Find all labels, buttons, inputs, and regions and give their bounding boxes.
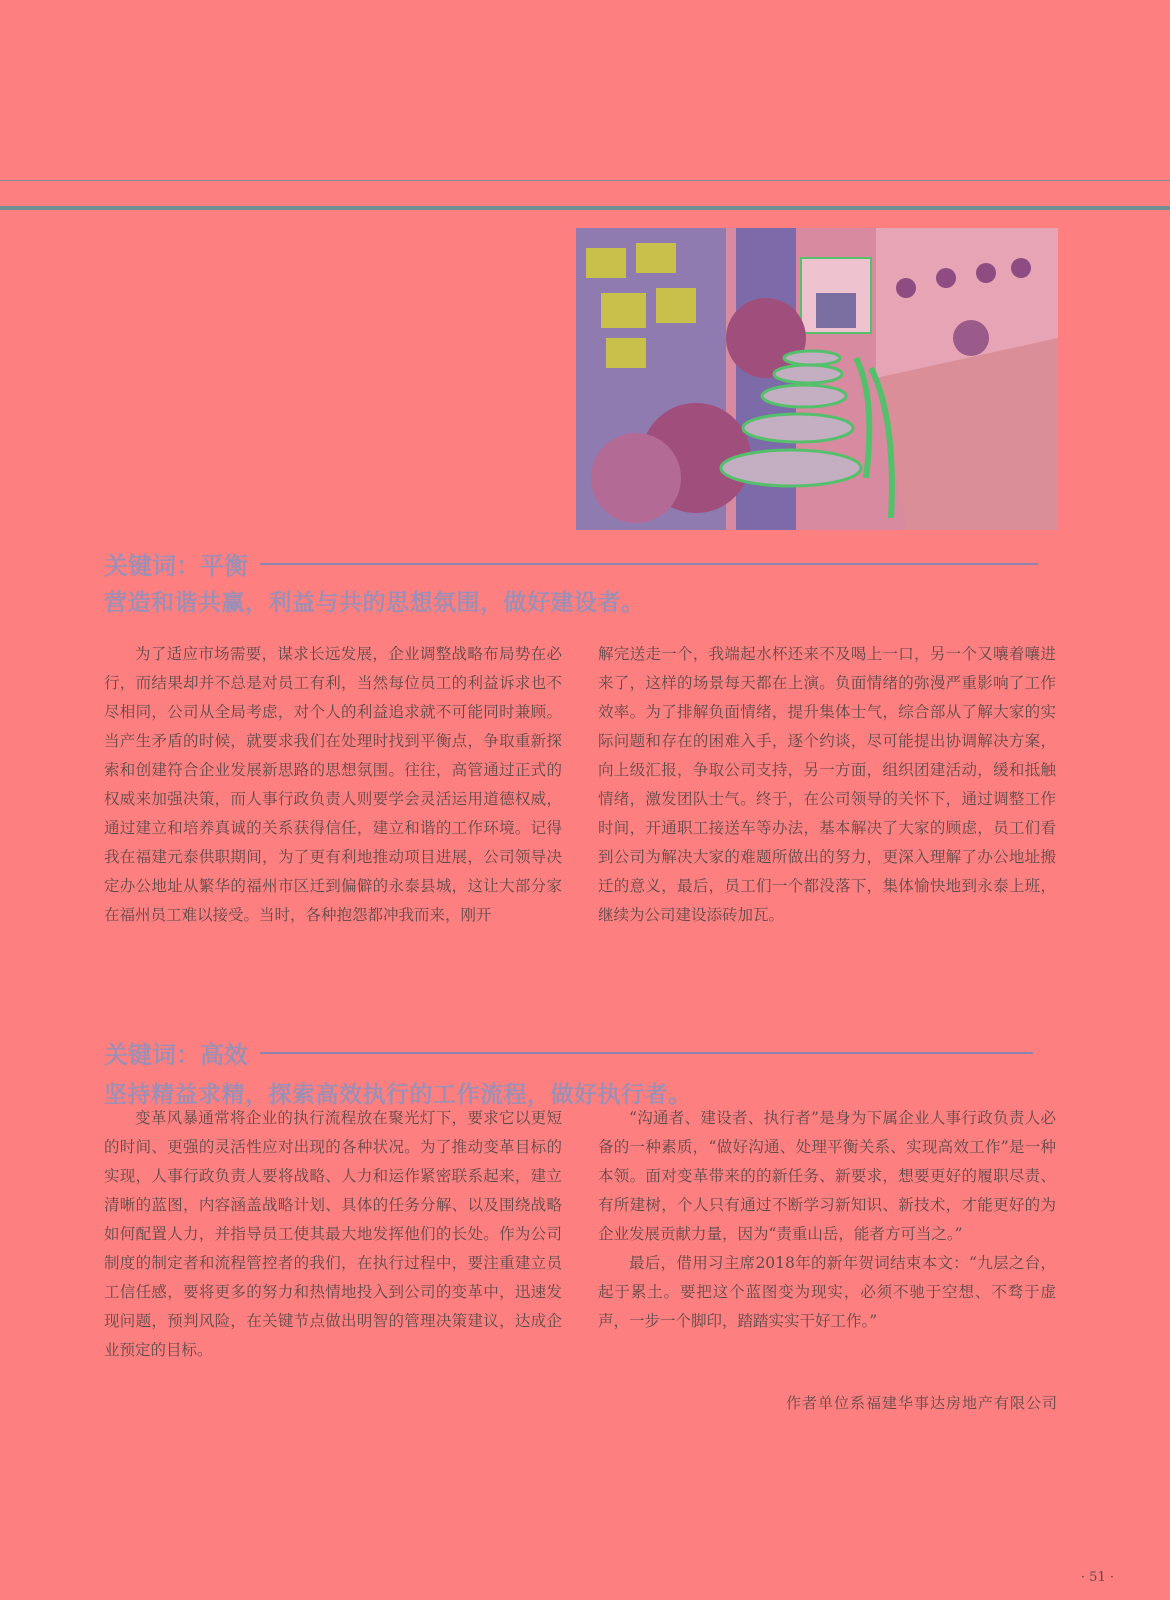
section2-left-paragraph: 变革风暴通常将企业的执行流程放在聚光灯下，要求它以更短的时间、更强的灵活性应对出现的各种状况。为了推动变革目标的实现，人事行政负责人要将战略、人力和运作紧密联系起来，建立清晰的蓝图，内容涵盖战略计划、具体的任务分解、以及围绕战略如何配置人力，并指导员工使其最大地发挥他们的长处。作为公司制度的制定者和流程管控者的我们，在执行过程中，要注重建立员工信任感，要将更多的努力和热情地投入到公司的变革中，迅速发现问题，预判风险，在关键节点做出明智的管理决策建议，达成企业预定的目标。	[104, 1109, 562, 1359]
header-rule-thin	[0, 180, 1170, 181]
section2-left-column	[104, 1104, 562, 1365]
author-affiliation: 作者单位系福建华事达房地产有限公司	[785, 1394, 1058, 1412]
section1-heading-rule	[260, 563, 1038, 565]
page-number: · 51 ·	[1080, 1570, 1114, 1585]
section1-right-paragraph: 解完送走一个，我端起水杯还来不及喝上一口，另一个又嚷着嚷进来了，这样的场景每天都在上演。负面情绪的弥漫严重影响了工作效率。为了排解负面情绪，提升集体士气，综合部从了解大家的实际问题和存在的困难入手，逐个约谈，尽可能提出协调解决方案，向上级汇报，争取公司支持，另一方面，组织团建活动，缓和抵触情绪，激发团队士气。终于，在公司领导的关怀下，通过调整工作时间，开通职工接送车等办法，基本解决了大家的顾虑，员工们看到公司为解决大家的难题所做出的努力，更深入理解了办公地址搬迁的意义，最后，员工们一个都没落下，集体愉快地到永泰上班，继续为公司建设添砖加瓦。	[598, 645, 1056, 924]
street-cafe-photo	[576, 228, 1058, 530]
header-rule-thick	[0, 206, 1170, 210]
section2-heading-rule	[260, 1052, 1033, 1054]
section2-subtitle: 坚持精益求精，探索高效执行的工作流程，做好执行者。	[104, 1082, 692, 1108]
section1-subtitle: 营造和谐共赢，利益与共的思想氛围，做好建设者。	[104, 590, 645, 616]
section2-right-paragraph-2: 最后，借用习主席2018年的新年贺词结束本文：“九层之台，起于累土。要把这个蓝图变为现实，必须不驰于空想、不骛于虚声，一步一个脚印，踏踏实实干好工作。”	[598, 1254, 1056, 1330]
section2-keyword: 关键词：高效	[104, 1041, 248, 1069]
section1-keyword: 关键词：平衡	[104, 552, 248, 580]
photo-illustration	[576, 228, 1058, 530]
section2-right-paragraph-1: “沟通者、建设者、执行者”是身为下属企业人事行政负责人必备的一种素质，“做好沟通、处理平衡关系、实现高效工作”是一种本领。面对变革带来的的新任务、新要求，想要更好的履职尽责、有所建树，个人只有通过不断学习新知识、新技术，才能更好的为企业发展贡献力量，因为“责重山岳，能者方可当之。”	[598, 1109, 1056, 1243]
section1-right-column	[598, 640, 1056, 930]
section1-left-paragraph: 为了适应市场需要，谋求长远发展，企业调整战略布局势在必行，而结果却并不总是对员工有利，当然每位员工的利益诉求也不尽相同，公司从全局考虑，对个人的利益追求就不可能同时兼顾。当产生矛盾的时候，就要求我们在处理时找到平衡点，争取重新探索和创建符合企业发展新思路的思想氛围。往往，高管通过正式的权威来加强决策，而人事行政负责人则要学会灵活运用道德权威，通过建立和培养真诚的关系获得信任，建立和谐的工作环境。记得我在福建元泰供职期间，为了更有利地推动项目进展，公司领导决定办公地址从繁华的福州市区迁到偏僻的永泰县城，这让大部分家在福州员工难以接受。当时，各种抱怨都冲我而来，刚开	[104, 645, 562, 924]
section2-heading	[104, 1035, 1033, 1070]
section1-left-column	[104, 640, 562, 930]
section2-right-column	[598, 1104, 1056, 1336]
section1-heading	[104, 546, 1038, 581]
